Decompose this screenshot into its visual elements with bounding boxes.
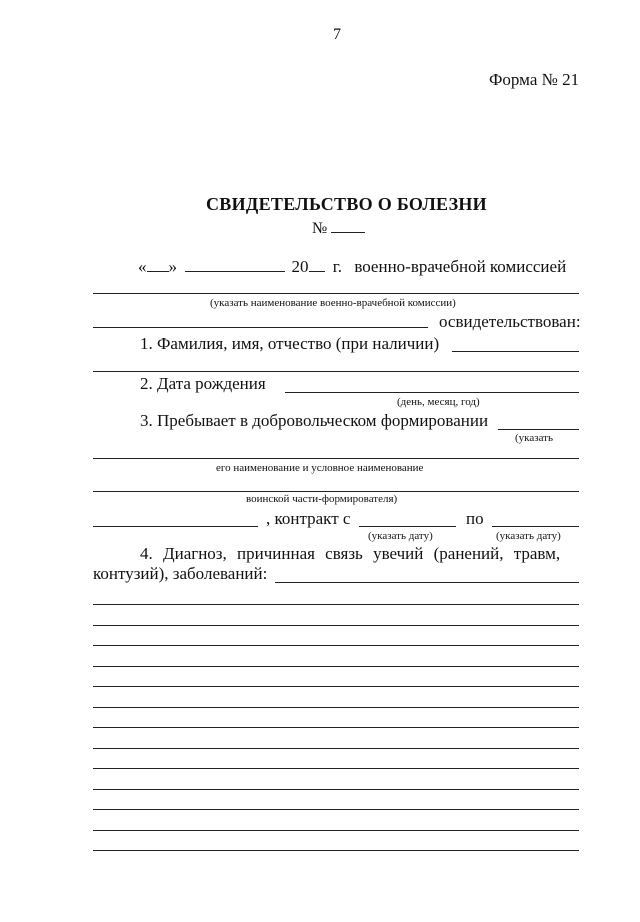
diagnosis-line[interactable] xyxy=(93,809,579,810)
hint-start-date: (указать дату) xyxy=(368,530,433,542)
to-text: по xyxy=(466,509,484,528)
certificate-number-field[interactable] xyxy=(331,218,365,233)
contract-start-date-field[interactable] xyxy=(359,526,456,527)
diagnosis-line[interactable] xyxy=(93,625,579,626)
document-title: СВИДЕТЕЛЬСТВО О БОЛЕЗНИ xyxy=(206,194,487,214)
formation-name-field[interactable] xyxy=(93,458,579,459)
form-label: Форма № 21 xyxy=(489,70,580,89)
item-4-label-line-1: 4. Диагноз, причинная связь увечий (ранений, травм, xyxy=(140,544,561,563)
examined-person-field[interactable] xyxy=(93,327,428,328)
day-field[interactable] xyxy=(147,257,169,272)
diagnosis-line[interactable] xyxy=(93,727,579,728)
unit-name-field[interactable] xyxy=(93,491,579,492)
date-row xyxy=(138,257,566,277)
formation-field[interactable] xyxy=(498,429,579,430)
year-field[interactable] xyxy=(309,257,325,272)
item-1-label: 1. Фамилия, имя, отчество (при наличии) xyxy=(140,334,440,353)
page-number: 7 xyxy=(333,26,341,43)
number-label: № xyxy=(312,220,328,237)
item-4-label-line-2: контузий), заболеваний: xyxy=(93,564,268,583)
hint-end-date: (указать дату) xyxy=(496,530,561,542)
item-3-label: 3. Пребывает в добровольческом формировании xyxy=(140,411,489,430)
commission-text: военно-врачебной комиссией xyxy=(354,257,567,276)
diagnosis-line[interactable] xyxy=(93,830,579,831)
diagnosis-line[interactable] xyxy=(93,666,579,667)
full-name-field[interactable] xyxy=(452,351,579,352)
diagnosis-line[interactable] xyxy=(93,707,579,708)
full-name-field-continued[interactable] xyxy=(93,371,579,372)
certificate-number-row xyxy=(312,218,365,238)
diagnosis-line[interactable] xyxy=(93,748,579,749)
diagnosis-line[interactable] xyxy=(93,645,579,646)
hint-commission: (указать наименование военно-врачебной комиссии) xyxy=(210,297,456,309)
contract-party-field[interactable] xyxy=(93,526,258,527)
month-field[interactable] xyxy=(185,257,285,272)
hint-specify: (указать xyxy=(515,432,553,444)
diagnosis-line[interactable] xyxy=(93,850,579,851)
diagnosis-line[interactable] xyxy=(93,686,579,687)
contract-text: , контракт с xyxy=(266,509,351,528)
contract-end-date-field[interactable] xyxy=(492,526,579,527)
date-of-birth-field[interactable] xyxy=(285,392,579,393)
year-suffix: г. xyxy=(332,257,343,276)
diagnosis-line[interactable] xyxy=(93,768,579,769)
hint-dob: (день, месяц, год) xyxy=(397,396,480,408)
diagnosis-line[interactable] xyxy=(93,604,579,605)
quote-close: » xyxy=(168,257,177,276)
item-2-label: 2. Дата рождения xyxy=(140,374,266,393)
commission-name-field[interactable] xyxy=(93,293,579,294)
examined-text: освидетельствован: xyxy=(439,312,581,331)
diagnosis-line[interactable] xyxy=(93,789,579,790)
year-prefix: 20 xyxy=(291,257,309,276)
diagnosis-field[interactable] xyxy=(275,582,579,583)
hint-unit-former: воинской части-формирователя) xyxy=(246,493,398,505)
quote-open: « xyxy=(138,257,147,276)
hint-unit-name: его наименование и условное наименование xyxy=(216,462,424,474)
